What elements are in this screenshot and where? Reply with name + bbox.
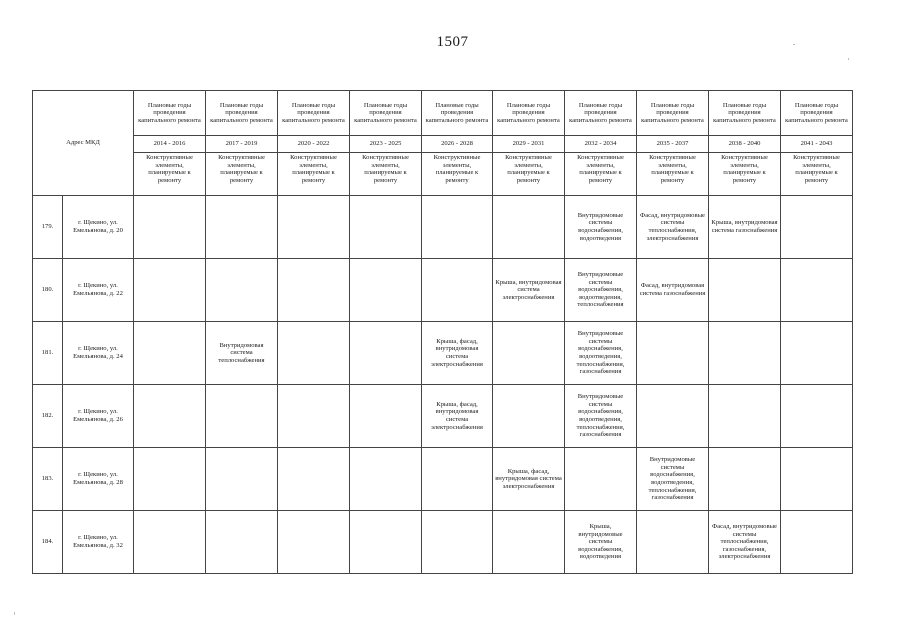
elements-header: Конструктивные элементы, планируемые к ремонту — [350, 153, 422, 196]
repair-cell: Фасад, внутридомовые системы теплоснабжения, электроснабжения — [637, 196, 709, 259]
repair-cell: Крыша, внутридомовые системы водоснабжения, водоотведения — [565, 511, 637, 574]
repair-cell — [493, 196, 565, 259]
period-years: 2032 - 2034 — [565, 136, 637, 153]
repair-cell: Крыша, внутридомовая система газоснабжения — [709, 196, 781, 259]
period-years: 2035 - 2037 — [637, 136, 709, 153]
repair-cell — [781, 511, 853, 574]
period-years: 2038 - 2040 — [709, 136, 781, 153]
row-number: 182. — [33, 385, 63, 448]
row-address: г. Щекино, ул. Емельянова, д. 26 — [63, 385, 134, 448]
repair-cell — [422, 196, 493, 259]
repair-cell — [493, 511, 565, 574]
period-header: Плановые годы проведения капитального ремонта — [134, 91, 206, 136]
row-number: 184. — [33, 511, 63, 574]
table-row — [33, 511, 853, 574]
scan-speck — [14, 612, 15, 615]
period-years: 2029 - 2031 — [493, 136, 565, 153]
period-years: 2023 - 2025 — [350, 136, 422, 153]
repair-cell — [134, 322, 206, 385]
repair-cell: Фасад, внутридомовая система газоснабжения — [637, 259, 709, 322]
repair-cell — [709, 448, 781, 511]
repair-cell — [278, 385, 350, 448]
repair-cell — [278, 511, 350, 574]
repair-cell — [493, 385, 565, 448]
elements-header: Конструктивные элементы, планируемые к ремонту — [493, 153, 565, 196]
repair-cell — [350, 385, 422, 448]
period-years: 2041 - 2043 — [781, 136, 853, 153]
repair-cell: Внутридомовые системы водоснабжения, водоотведения, теплоснабжения — [565, 259, 637, 322]
period-years: 2017 - 2019 — [206, 136, 278, 153]
scan-speck — [793, 44, 795, 45]
repair-cell — [637, 322, 709, 385]
header-row-years — [33, 136, 853, 153]
elements-header: Конструктивные элементы, планируемые к ремонту — [206, 153, 278, 196]
repair-cell — [206, 511, 278, 574]
repair-cell — [350, 448, 422, 511]
repair-cell — [134, 259, 206, 322]
repair-cell — [781, 448, 853, 511]
header-row-elements — [33, 153, 853, 196]
table-row — [33, 448, 853, 511]
scan-speck — [848, 58, 849, 60]
repair-cell: Крыша, фасад, внутридомовая система электроснабжения — [422, 322, 493, 385]
row-address: г. Щекино, ул. Емельянова, д. 24 — [63, 322, 134, 385]
period-header: Плановые годы проведения капитального ремонта — [637, 91, 709, 136]
repair-cell: Внутридомовые системы водоснабжения, водоотведения — [565, 196, 637, 259]
repair-cell — [134, 385, 206, 448]
row-number: 179. — [33, 196, 63, 259]
table-header — [33, 91, 853, 196]
period-header: Плановые годы проведения капитального ремонта — [493, 91, 565, 136]
repair-cell: Внутридомовые системы водоснабжения, водоотведения, теплоснабжения, газоснабжения — [565, 385, 637, 448]
period-header: Плановые годы проведения капитального ремонта — [206, 91, 278, 136]
repair-cell — [565, 448, 637, 511]
header-row-periods — [33, 91, 853, 136]
table-row — [33, 259, 853, 322]
repair-cell: Внутридомовые системы водоснабжения, водоотведения, теплоснабжения, газоснабжения — [637, 448, 709, 511]
repair-cell — [134, 196, 206, 259]
capital-repair-schedule-table — [32, 90, 853, 574]
repair-cell — [422, 448, 493, 511]
repair-cell: Крыша, внутридомовая система электроснабжения — [493, 259, 565, 322]
table-row — [33, 322, 853, 385]
repair-cell — [206, 385, 278, 448]
period-years: 2026 - 2028 — [422, 136, 493, 153]
table-row — [33, 385, 853, 448]
period-years: 2014 - 2016 — [134, 136, 206, 153]
repair-cell — [709, 385, 781, 448]
repair-cell: Крыша, фасад, внутридомовая система электроснабжения — [493, 448, 565, 511]
repair-cell — [206, 259, 278, 322]
repair-cell — [278, 448, 350, 511]
period-header: Плановые годы проведения капитального ремонта — [422, 91, 493, 136]
period-header: Плановые годы проведения капитального ремонта — [781, 91, 853, 136]
repair-cell — [350, 322, 422, 385]
repair-cell: Внутридомовая система теплоснабжения — [206, 322, 278, 385]
repair-cell — [637, 511, 709, 574]
repair-cell — [206, 196, 278, 259]
page-number: 1507 — [436, 34, 469, 50]
repair-cell — [350, 259, 422, 322]
table-row — [33, 196, 853, 259]
elements-header: Конструктивные элементы, планируемые к ремонту — [134, 153, 206, 196]
repair-cell: Крыша, фасад, внутридомовая система электроснабжения — [422, 385, 493, 448]
repair-cell — [781, 322, 853, 385]
repair-cell — [134, 511, 206, 574]
row-number: 183. — [33, 448, 63, 511]
row-address: г. Щекино, ул. Емельянова, д. 22 — [63, 259, 134, 322]
elements-header: Конструктивные элементы, планируемые к ремонту — [781, 153, 853, 196]
row-address: г. Щекино, ул. Емельянова, д. 20 — [63, 196, 134, 259]
row-number: 181. — [33, 322, 63, 385]
elements-header: Конструктивные элементы, планируемые к ремонту — [709, 153, 781, 196]
period-header: Плановые годы проведения капитального ремонта — [709, 91, 781, 136]
repair-cell — [350, 511, 422, 574]
elements-header: Конструктивные элементы, планируемые к ремонту — [422, 153, 493, 196]
repair-cell — [350, 196, 422, 259]
repair-cell — [278, 196, 350, 259]
elements-header: Конструктивные элементы, планируемые к ремонту — [278, 153, 350, 196]
repair-cell: Фасад, внутридомовые системы теплоснабжения, газоснабжения, электроснабжения — [709, 511, 781, 574]
elements-header: Конструктивные элементы, планируемые к ремонту — [565, 153, 637, 196]
repair-cell — [422, 511, 493, 574]
period-years: 2020 - 2022 — [278, 136, 350, 153]
repair-cell — [781, 196, 853, 259]
repair-cell — [709, 322, 781, 385]
repair-cell — [709, 259, 781, 322]
address-header: Адрес МКД — [33, 91, 134, 196]
row-number: 180. — [33, 259, 63, 322]
repair-cell — [422, 259, 493, 322]
period-header: Плановые годы проведения капитального ремонта — [278, 91, 350, 136]
repair-cell — [493, 322, 565, 385]
row-address: г. Щекино, ул. Емельянова, д. 28 — [63, 448, 134, 511]
repair-cell — [637, 385, 709, 448]
repair-cell: Внутридомовые системы водоснабжения, водоотведения, теплоснабжения, газоснабжения — [565, 322, 637, 385]
row-address: г. Щекино, ул. Емельянова, д. 32 — [63, 511, 134, 574]
repair-cell — [781, 385, 853, 448]
repair-cell — [278, 259, 350, 322]
period-header: Плановые годы проведения капитального ремонта — [350, 91, 422, 136]
period-header: Плановые годы проведения капитального ремонта — [565, 91, 637, 136]
elements-header: Конструктивные элементы, планируемые к ремонту — [637, 153, 709, 196]
repair-cell — [781, 259, 853, 322]
table-body — [33, 196, 853, 574]
repair-cell — [206, 448, 278, 511]
repair-cell — [134, 448, 206, 511]
repair-cell — [278, 322, 350, 385]
